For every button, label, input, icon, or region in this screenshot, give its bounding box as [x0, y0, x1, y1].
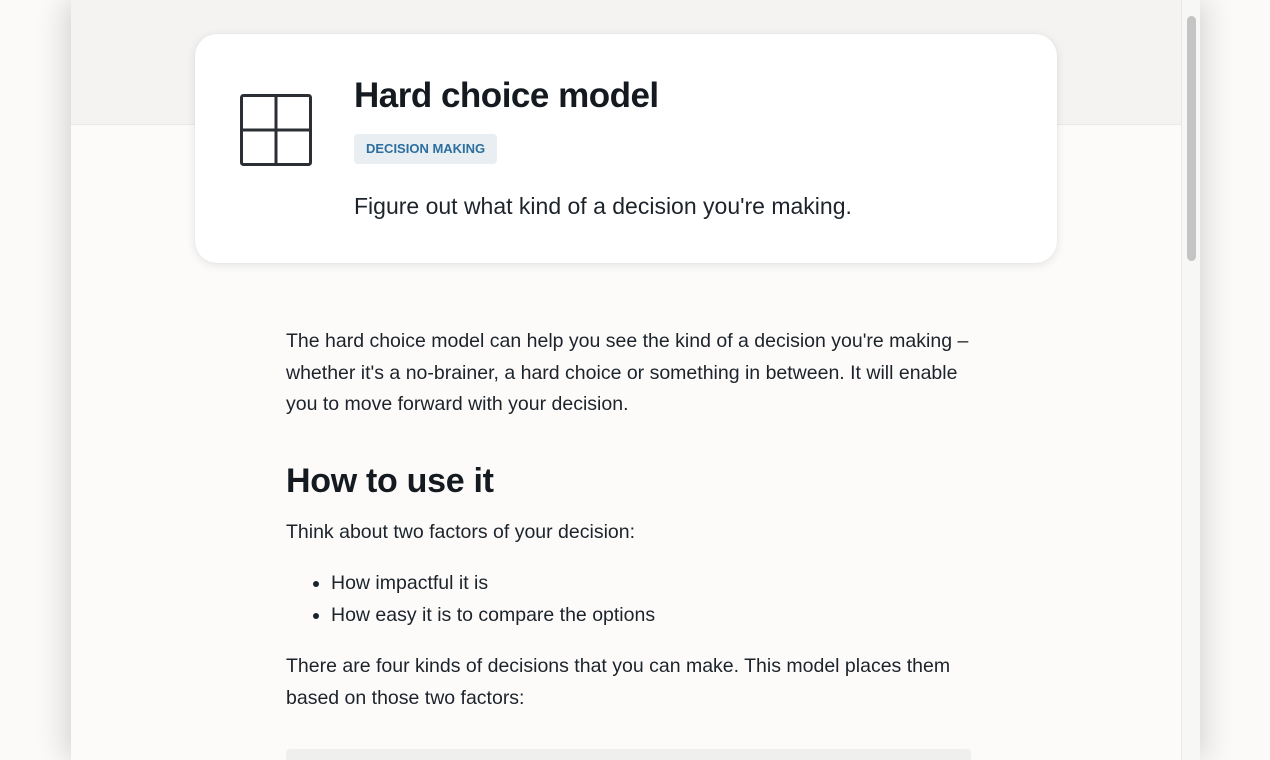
page-window	[71, 0, 1199, 760]
page-subtitle: Figure out what kind of a decision you're making.	[354, 193, 852, 219]
scrollbar-thumb[interactable]	[1187, 16, 1196, 261]
vertical-scrollbar[interactable]	[1181, 0, 1200, 760]
think-paragraph: Think about two factors of your decision:	[286, 520, 636, 543]
diagram-container	[286, 749, 971, 760]
article-content	[286, 326, 976, 760]
list-item: • How impactful it is	[331, 568, 976, 600]
grid-quadrant-icon	[240, 94, 312, 166]
model-header-card	[195, 34, 1057, 263]
intro-paragraph: The hard choice model can help you see the kind of a decision you're making – whether it's a no-brainer, a hard choice or something in between. It will enable you to move forward with your decision.	[286, 330, 969, 415]
four-kinds-paragraph: There are four kinds of decisions that you can make. This model places them based on those two factors:	[286, 655, 951, 709]
factors-list	[286, 568, 976, 631]
category-tag[interactable]: DECISION MAKING	[354, 134, 497, 164]
section-heading-how-to-use: How to use it	[286, 461, 494, 500]
page-title: Hard choice model	[354, 76, 659, 115]
list-item: • How easy it is to compare the options	[331, 600, 976, 632]
